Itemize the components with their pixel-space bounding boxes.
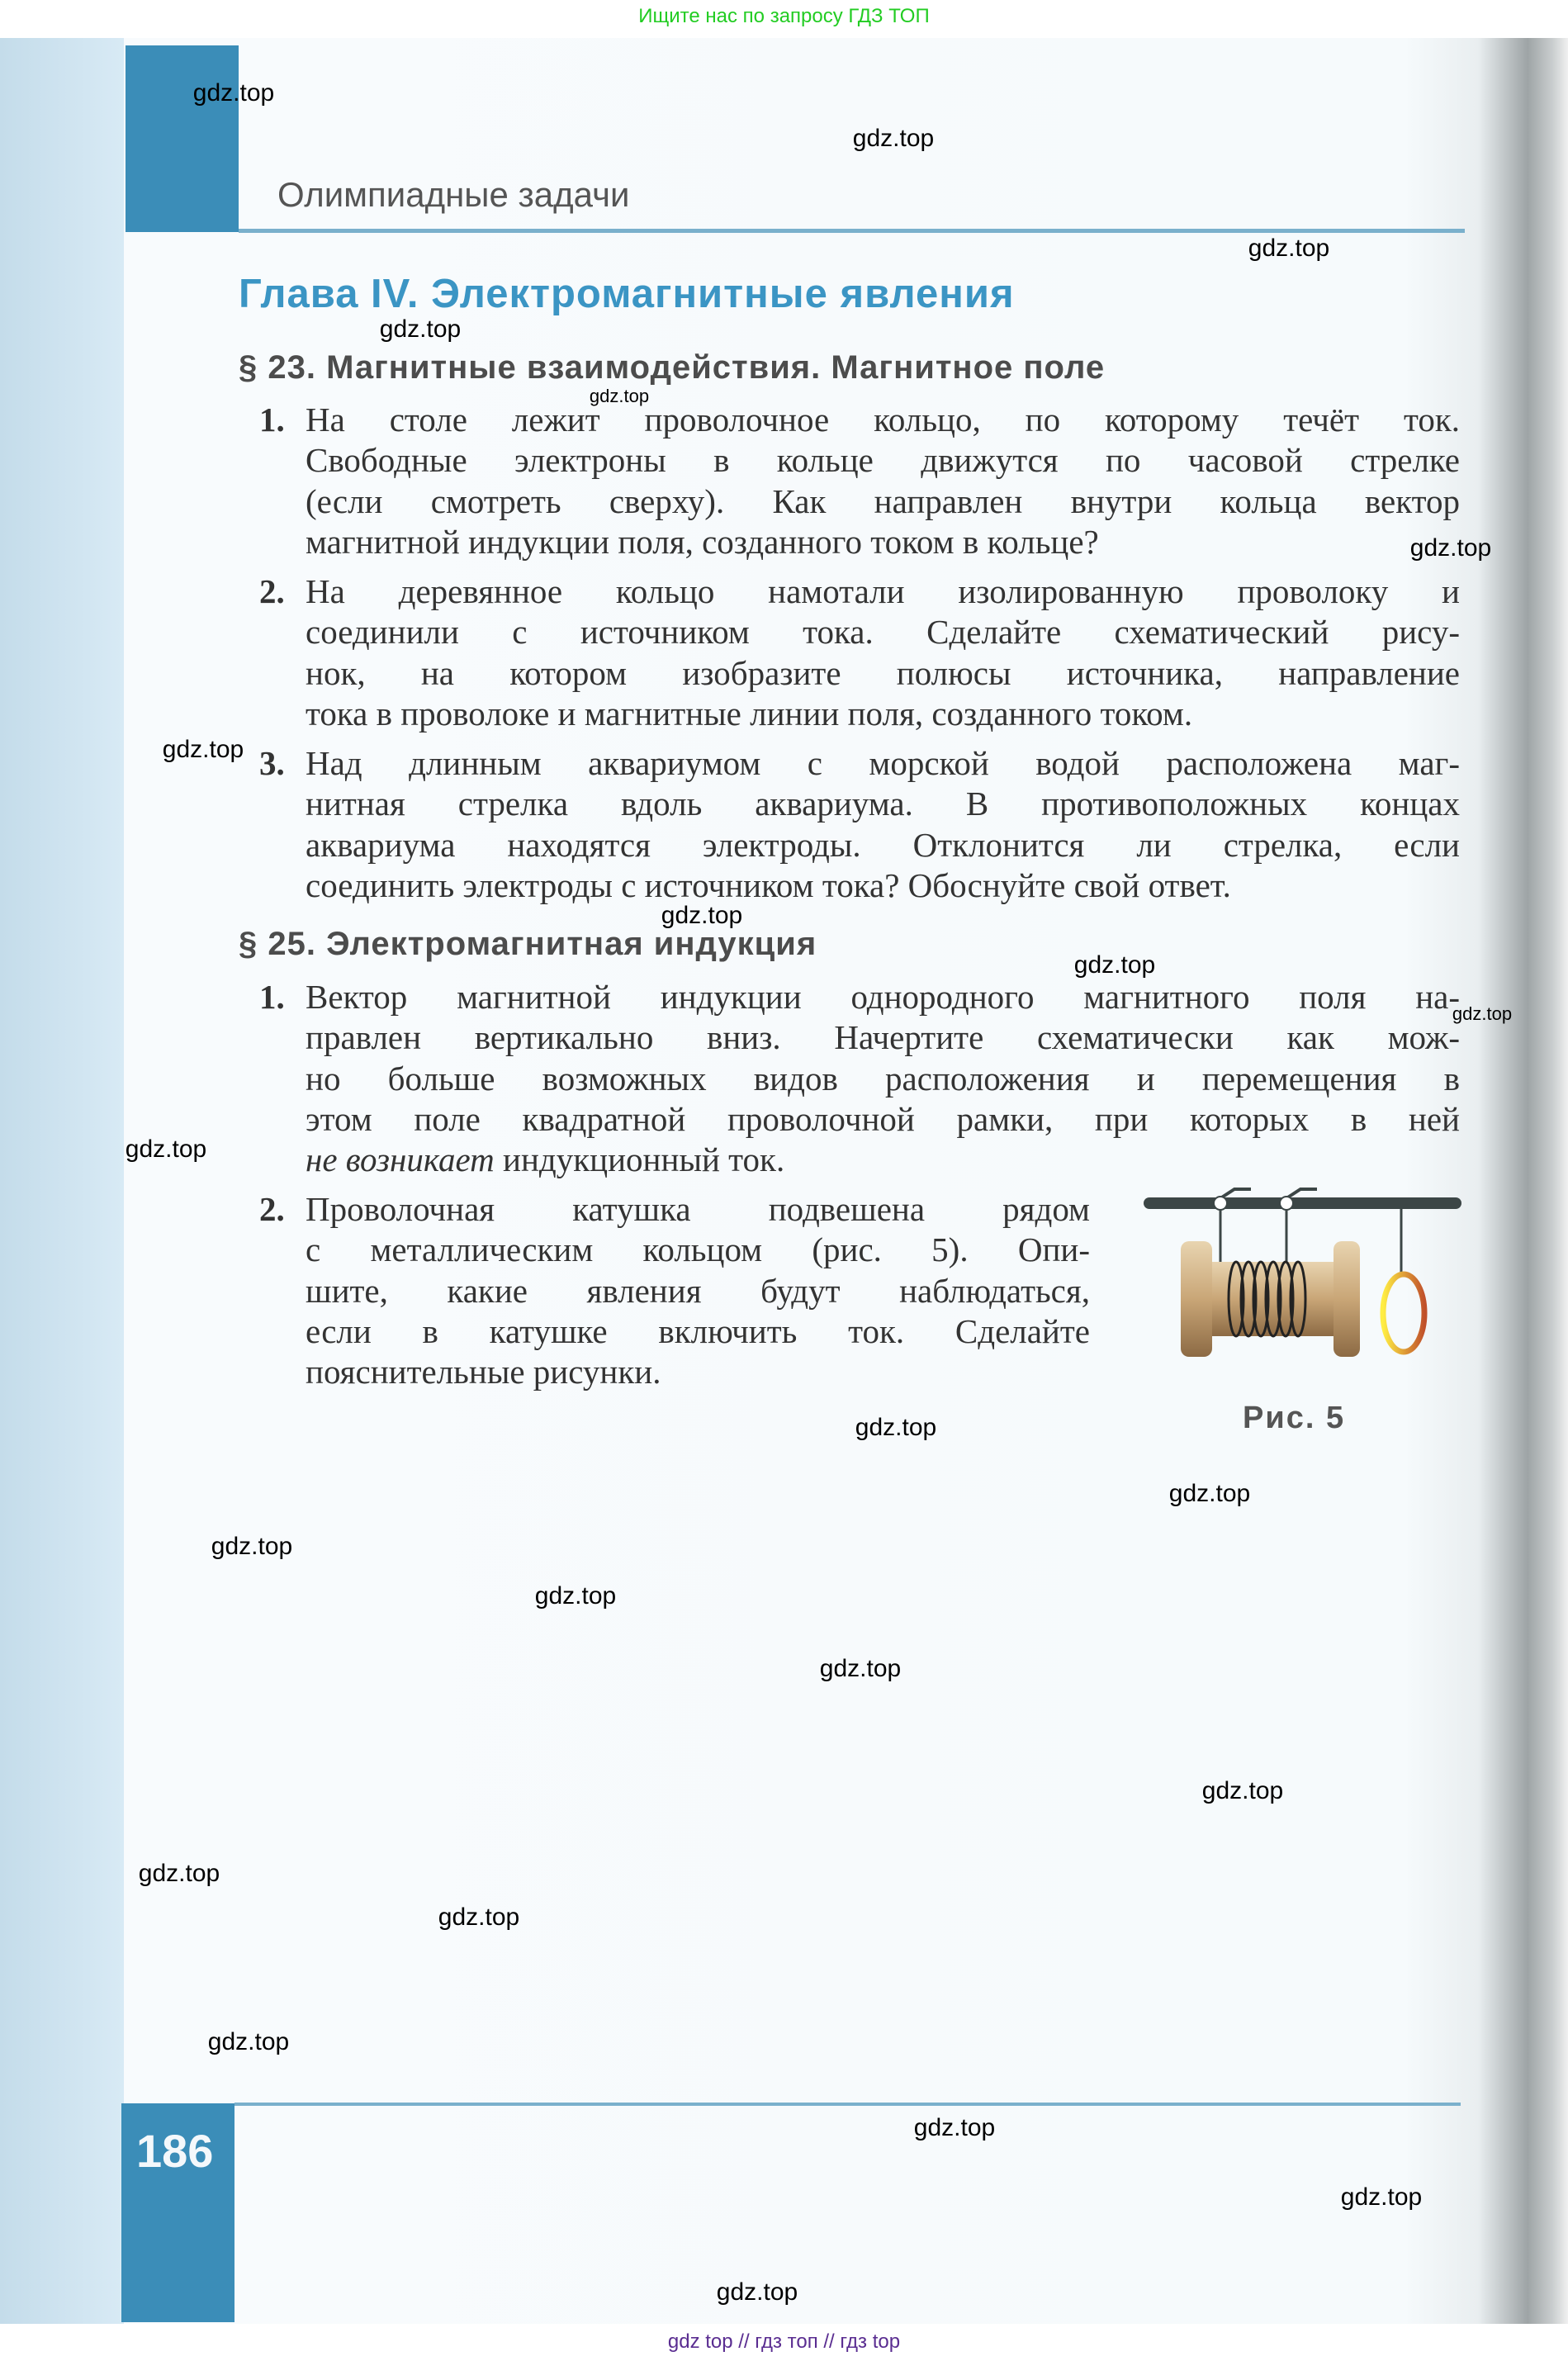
header-accent-bar — [126, 45, 239, 232]
text-segment: индукционный ток. — [494, 1140, 785, 1178]
watermark-text: gdz.top — [852, 125, 935, 152]
support-rod — [1144, 1197, 1461, 1209]
watermark-text: gdz.top — [1073, 951, 1156, 979]
item-number: 2. — [259, 572, 285, 610]
hook-1 — [1214, 1197, 1227, 1210]
chapter-title: Глава IV. Электромагнитные явления — [239, 272, 1015, 316]
text-line: соединили с источником тока. Сделайте схематический рису- — [306, 613, 1460, 652]
watermark-text: gdz.top — [162, 736, 244, 763]
section-title-25: § 25. Электромагнитная индукция — [239, 926, 817, 962]
text-line: но больше возможных видов расположения и перемещения в — [306, 1059, 1460, 1098]
watermark-text: gdz.top — [819, 1655, 902, 1682]
watermark-text: gdz.top — [1452, 1003, 1513, 1024]
text-line: нитная стрелка вдоль аквариума. В противоположных концах — [306, 785, 1460, 823]
watermark-text: gdz.top — [913, 2114, 996, 2141]
text-line: правлен вертикально вниз. Начертите схематически как мож- — [306, 1018, 1460, 1057]
footer-text[interactable]: gdz top // гдз топ // гдз top — [667, 2330, 901, 2353]
coil-windings — [1229, 1262, 1305, 1336]
text-line: нок, на котором изобразите полюсы источника, направление — [306, 653, 1460, 692]
figure-caption: Рис. 5 — [1243, 1401, 1346, 1435]
text-line: если в катушке включить ток. Сделайте — [306, 1311, 1090, 1350]
header-rule — [239, 229, 1465, 233]
item-number: 1. — [259, 401, 285, 439]
watermark-text: gdz.top — [1409, 534, 1492, 562]
footer-rule — [234, 2103, 1461, 2106]
watermark-text: gdz.top — [207, 2028, 290, 2055]
watermark-text: gdz.top — [379, 315, 462, 343]
text-line: шите, какие явления будут наблюдаться, — [306, 1271, 1090, 1310]
text-line: На деревянное кольцо намотали изолированную проволоку и — [306, 572, 1460, 610]
watermark-text: gdz.top — [1201, 1777, 1284, 1804]
item-number: 3. — [259, 744, 285, 782]
text-line: этом поле квадратной проволочной рамки, при которых в ней — [306, 1099, 1460, 1138]
text-line: (если смотреть сверху). Как направлен внутри кольца вектор — [306, 481, 1460, 520]
metal-ring — [1383, 1274, 1424, 1352]
text-line: тока в проволоке и магнитные линии поля, созданного током. — [306, 694, 1193, 732]
item-number: 2. — [259, 1190, 285, 1228]
watermark-text: gdz.top — [138, 1860, 220, 1887]
watermark-text: gdz.top — [661, 902, 743, 929]
hook-2 — [1280, 1197, 1293, 1210]
section-title-23: § 23. Магнитные взаимодействия. Магнитное поле — [239, 349, 1106, 386]
banner-text: Ищите нас по запросу ГДЗ ТОП — [638, 5, 930, 27]
footer-links[interactable] — [0, 2327, 1568, 2357]
watermark-text: gdz.top — [438, 1903, 520, 1931]
watermark-text: gdz.top — [589, 386, 650, 406]
text-line: Вектор магнитной индукции однородного магнитного поля на- — [306, 978, 1460, 1016]
watermark-text: gdz.top — [192, 79, 275, 107]
figure-coil-and-ring — [1135, 1185, 1466, 1391]
running-title: Олимпиадные задачи — [277, 175, 630, 214]
watermark-text: gdz.top — [211, 1533, 293, 1560]
search-banner[interactable] — [0, 0, 1568, 36]
left-margin-band — [0, 38, 124, 2324]
watermark-text: gdz.top — [1340, 2183, 1423, 2211]
watermark-text: gdz.top — [1248, 235, 1330, 262]
watermark-text: gdz.top — [1168, 1480, 1251, 1507]
text-line: аквариума находятся электроды. Отклонится ли стрелка, если — [306, 825, 1460, 864]
text-line: Над длинным аквариумом с морской водой расположена маг- — [306, 744, 1460, 782]
spool-flange-right — [1334, 1241, 1360, 1357]
watermark-text: gdz.top — [534, 1582, 617, 1610]
watermark-text: gdz.top — [716, 2278, 798, 2306]
text-line: На столе лежит проволочное кольцо, по которому течёт ток. — [306, 401, 1460, 439]
item-number: 1. — [259, 978, 285, 1016]
text-line: соединить электроды с источником тока? Обоснуйте свой ответ. — [306, 865, 1231, 904]
text-line: с металлическим кольцом (рис. 5). Опи- — [306, 1230, 1090, 1269]
text-line: магнитной индукции поля, созданного током в кольце? — [306, 522, 1099, 561]
emphasis-text: не возникает — [306, 1140, 495, 1178]
spool-flange-left — [1181, 1241, 1212, 1357]
page-number: 186 — [136, 2125, 214, 2177]
text-line — [306, 1140, 1460, 1180]
watermark-text: gdz.top — [125, 1135, 207, 1163]
watermark-text: gdz.top — [855, 1414, 937, 1441]
text-line: пояснительные рисунки. — [306, 1353, 661, 1391]
text-line: Проволочная катушка подвешена рядом — [306, 1190, 1090, 1228]
text-line: Свободные электроны в кольце движутся по часовой стрелке — [306, 441, 1460, 480]
